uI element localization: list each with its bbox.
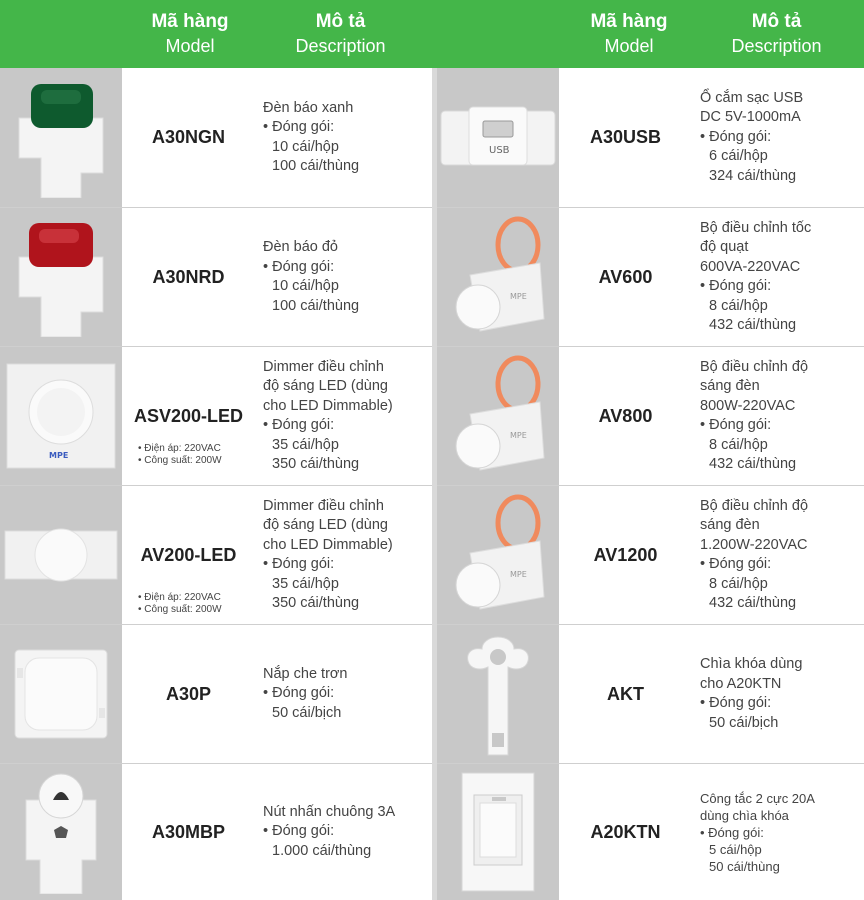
table-row xyxy=(0,208,427,346)
spec-line: • Điện áp: 220VAC xyxy=(138,592,221,603)
model-code: AKT xyxy=(607,683,644,704)
desc-line: • Đóng gói: xyxy=(700,128,772,145)
header-model-sub: Model xyxy=(604,36,654,56)
product-image-dimmer-plate xyxy=(0,486,122,624)
desc-line: • Đóng gói: xyxy=(263,556,335,572)
desc-line: 8 cái/hộp xyxy=(709,436,768,453)
spec-line: • Công suất: 200W xyxy=(138,604,222,615)
description xyxy=(263,764,433,900)
desc-line: Bộ điều chỉnh độ xyxy=(700,497,809,514)
description xyxy=(700,208,864,346)
svg-text:MPE: MPE xyxy=(510,431,527,440)
desc-line: 10 cái/hộp xyxy=(272,138,339,155)
spec-line: • Công suất: 200W xyxy=(138,455,222,466)
model-code: A30NRD xyxy=(152,266,225,287)
desc-line: • Đóng gói: xyxy=(263,119,335,135)
description xyxy=(700,764,864,900)
desc-line: cho A20KTN xyxy=(700,675,782,692)
table-row xyxy=(0,347,427,485)
desc-line: Chìa khóa dùng xyxy=(700,656,803,672)
desc-line: Nắp che trơn xyxy=(263,665,348,682)
description xyxy=(263,486,433,624)
desc-line: độ sáng LED (dùng xyxy=(263,378,388,394)
desc-line: • Đóng gói: xyxy=(700,278,772,294)
table-row xyxy=(437,764,864,900)
spec-line: • Điện áp: 220VAC xyxy=(138,443,221,454)
header-desc-sub: Description xyxy=(295,36,386,56)
header-desc-right xyxy=(714,0,839,68)
description xyxy=(700,347,864,485)
description xyxy=(700,68,864,207)
header-desc-left xyxy=(278,0,403,68)
header-desc-title: Mô tả xyxy=(315,11,366,32)
desc-line: 8 cái/hộp xyxy=(709,297,768,314)
desc-line: • Đóng gói: xyxy=(263,685,335,702)
desc-line: Đèn báo xanh xyxy=(263,99,354,116)
product-image-fan-regulator xyxy=(437,208,559,346)
model-code: AV600 xyxy=(598,266,653,287)
desc-line: 432 cái/thùng xyxy=(709,317,797,333)
table-row xyxy=(437,486,864,624)
model-code: AV1200 xyxy=(593,544,658,565)
header-model-sub: Model xyxy=(165,36,215,56)
left-table xyxy=(0,68,432,900)
desc-line: sáng đèn xyxy=(700,517,760,533)
product-image-blank-cover xyxy=(0,625,122,763)
desc-line: cho LED Dimmable) xyxy=(263,397,393,414)
desc-line: Nút nhấn chuông 3A xyxy=(263,803,396,820)
desc-line: Dimmer điều chỉnh xyxy=(263,497,384,514)
desc-line: 35 cái/hộp xyxy=(272,436,339,453)
desc-line: • Đóng gói: xyxy=(700,417,772,433)
desc-line: độ sáng LED (dùng xyxy=(263,517,388,533)
desc-line: • Đóng gói: xyxy=(263,823,335,840)
table-row xyxy=(437,208,864,346)
desc-line: cho LED Dimmable) xyxy=(263,536,393,553)
desc-line: 6 cái/hộp xyxy=(709,148,768,165)
desc-line: • Đóng gói: xyxy=(700,824,764,840)
product-image-bell-button xyxy=(0,764,122,900)
right-table xyxy=(437,68,864,900)
header-model-title: Mã hàng xyxy=(590,11,668,32)
desc-line: 35 cái/hộp xyxy=(272,575,339,592)
table-row xyxy=(437,347,864,485)
header-desc-title: Mô tả xyxy=(751,11,802,32)
table-row xyxy=(0,764,427,900)
desc-line: 432 cái/thùng xyxy=(709,456,797,472)
desc-line: • Đóng gói: xyxy=(700,695,772,711)
model-code: A20KTN xyxy=(590,821,661,842)
desc-line: Công tắc 2 cực 20A xyxy=(700,790,815,806)
desc-line: Ổ cắm sạc USB xyxy=(700,89,804,106)
table-row xyxy=(437,625,864,763)
svg-text:MPE: MPE xyxy=(49,451,69,460)
model-code: ASV200-LED xyxy=(133,405,244,426)
desc-line: Dimmer điều chỉnh xyxy=(263,358,384,375)
desc-line: dùng chìa khóa xyxy=(700,807,789,823)
desc-line: • Đóng gói: xyxy=(700,556,772,572)
product-image-light-dimmer-1200 xyxy=(437,486,559,624)
desc-line: 1.000 cái/thùng xyxy=(272,842,372,859)
table-row xyxy=(0,68,427,207)
desc-line: sáng đèn xyxy=(700,378,760,394)
desc-line: 1.200W-220VAC xyxy=(700,536,808,553)
desc-line: 8 cái/hộp xyxy=(709,575,768,592)
header-model-right xyxy=(574,0,684,68)
model-code: A30USB xyxy=(589,127,662,147)
product-image-red-indicator xyxy=(0,208,122,346)
model-code: A30MBP xyxy=(151,821,226,842)
desc-line: 50 cái/bịch xyxy=(272,704,342,721)
spec-notes xyxy=(138,592,222,616)
desc-line: độ quạt xyxy=(700,239,749,255)
table-row xyxy=(0,486,427,624)
desc-line: • Đóng gói: xyxy=(263,417,335,433)
product-image-key xyxy=(437,625,559,763)
desc-line: • Đóng gói: xyxy=(263,258,335,275)
description xyxy=(700,625,864,763)
desc-line: 350 cái/thùng xyxy=(272,456,360,472)
product-image-light-dimmer-800 xyxy=(437,347,559,485)
description xyxy=(263,625,433,763)
desc-line: 600VA-220VAC xyxy=(700,258,801,275)
model-code: AV800 xyxy=(598,405,653,426)
model-code: AV200-LED xyxy=(140,544,237,565)
desc-line: 350 cái/thùng xyxy=(272,595,360,611)
header-model-title: Mã hàng xyxy=(151,11,229,32)
description xyxy=(263,347,433,485)
desc-line: Bộ điều chỉnh tốc xyxy=(700,219,812,236)
description xyxy=(263,68,433,207)
desc-line: 432 cái/thùng xyxy=(709,595,797,611)
model-code: A30P xyxy=(165,683,212,704)
model-code: A30NGN xyxy=(151,127,226,147)
desc-line: DC 5V-1000mA xyxy=(700,109,801,126)
spec-notes xyxy=(138,443,222,467)
desc-line: 50 cái/thùng xyxy=(709,858,780,874)
svg-text:MPE: MPE xyxy=(510,570,527,579)
desc-line: 5 cái/hộp xyxy=(709,841,762,857)
desc-line: 800W-220VAC xyxy=(700,397,796,414)
product-image-dimmer-square xyxy=(0,347,122,485)
table-row xyxy=(0,625,427,763)
desc-line: Đèn báo đỏ xyxy=(263,239,338,255)
table-row xyxy=(437,68,864,207)
product-image-usb-socket xyxy=(437,68,559,207)
header-model-left xyxy=(135,0,245,68)
description xyxy=(700,486,864,624)
description xyxy=(263,208,433,346)
desc-line: 10 cái/hộp xyxy=(272,278,339,294)
svg-text:MPE: MPE xyxy=(510,292,527,301)
header-desc-sub: Description xyxy=(731,36,822,56)
desc-line: 50 cái/bịch xyxy=(709,714,779,731)
desc-line: Bộ điều chỉnh độ xyxy=(700,358,809,375)
table-header xyxy=(0,0,864,68)
product-image-green-indicator xyxy=(0,68,122,207)
desc-line: 100 cái/thùng xyxy=(272,297,360,314)
desc-line: 100 cái/thùng xyxy=(272,158,360,174)
svg-text:USB: USB xyxy=(489,144,510,156)
product-image-key-switch xyxy=(437,764,559,900)
desc-line: 324 cái/thùng xyxy=(709,167,797,184)
